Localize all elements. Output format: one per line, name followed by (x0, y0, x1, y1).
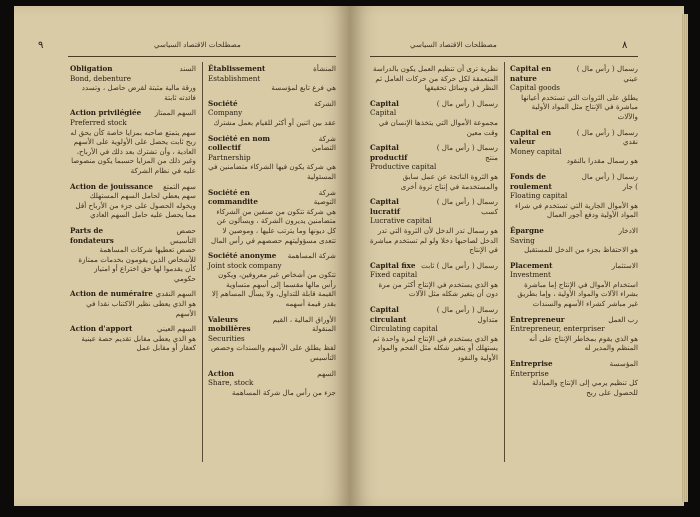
arabic-term: الأوراق المالية ، القيم المنقولة (272, 314, 336, 334)
right-column-1 (370, 64, 498, 369)
arabic-term: شركة التضامن (311, 133, 336, 153)
arabic-term: حصص التأسيس (170, 225, 196, 245)
right-column-divider (504, 62, 505, 462)
french-term: Capital en valeur (510, 127, 552, 147)
right-running-title: مصطلحات الاقتصاد السياسي (410, 40, 497, 49)
arabic-term: رسمال ( رأس مال ) متداول (436, 305, 498, 324)
glossary-entry (510, 64, 638, 122)
french-term: Obligation (70, 64, 113, 73)
open-book (14, 6, 688, 512)
arabic-term: الاستثمار (611, 260, 638, 270)
french-term: Capital (370, 98, 399, 108)
arabic-definition: جزء من رأس مال شركة المساهمة (231, 387, 336, 397)
french-term: Parts de fondateurs (70, 225, 114, 245)
glossary-entry (370, 305, 498, 363)
english-term: Capital (370, 108, 397, 118)
arabic-term: السهم (317, 368, 336, 378)
english-term: Productive capital (370, 162, 437, 172)
glossary-entry (510, 128, 638, 166)
arabic-term: السهم الممتاز (154, 108, 196, 118)
arabic-definition: هو الأموال الجارية التي تستخدم في شراء المواد الأولية ودفع أجور العمال (514, 200, 638, 220)
glossary-entry (370, 197, 498, 255)
french-term: Entrepreneur (510, 314, 565, 324)
french-term: Fonds de roulement (510, 171, 552, 191)
arabic-definition: سهم يتمتع صاحبه بمزايا خاصة كأن يحق له ربح ثابت يحصل على الأولوية على الأسهم العادية ، وأن تشترك بعد ذلك في الأرباح، وغير ذلك من المزايا حسبما يكون منصوصا عليه في نظام الشركة (70, 127, 196, 175)
left-header-rule (68, 56, 336, 57)
glossary-entry (208, 134, 336, 182)
glossary-entry (70, 226, 196, 284)
right-header-rule (370, 56, 638, 57)
glossary-entry (70, 324, 196, 353)
glossary-entry (208, 99, 336, 128)
arabic-definition: هو رسمال مقدرا بالنقود (566, 156, 638, 166)
english-term: Securities (208, 333, 245, 343)
english-term: Circulating capital (370, 324, 438, 334)
glossary-entry (510, 261, 638, 309)
english-term: Preferred stock (70, 117, 127, 127)
arabic-term: السهم النقدي (155, 289, 196, 299)
glossary-entry (70, 108, 196, 175)
glossary-entry (370, 99, 498, 137)
french-term: Action de jouissance (70, 181, 153, 191)
arabic-definition: استخدام الأموال في الإنتاج إما مباشرة بشراء الآلات والمواد الأولية ، وإما بطريق غير مباشر كشراء الأسهم والسندات (517, 279, 638, 309)
arabic-term: رسمال ( رأس مال ) ثابت (421, 260, 498, 270)
arabic-term: شركة المساهمة (287, 251, 336, 261)
english-term: Lucrative capital (370, 216, 432, 226)
arabic-term: رسمال ( رأس مال ) كسب (436, 197, 498, 216)
glossary-entry (510, 226, 638, 255)
arabic-term: شركة التوصية (313, 187, 336, 207)
arabic-term: السند (179, 64, 196, 73)
english-term: Joint stock company (208, 260, 282, 270)
glossary-entry (510, 172, 638, 220)
french-term: Épargne (510, 225, 544, 235)
arabic-term: رسمال ( رأس مال ) نقدي (576, 127, 638, 147)
arabic-definition: حصص تعطيها شركات المساهمة للأشخاص الذين يقومون بخدمات ممتازة كأن يقدموا لها حق اختراع أو امتياز حكومي (78, 245, 196, 283)
french-term: Action de numéraire (70, 289, 153, 299)
arabic-definition: نظرية ترى أن تنظيم العمل يكون بالدراسة المتعمقة لكل حركة من حركات العامل ثم النظر في وسائل تحقيقها (372, 64, 498, 93)
arabic-term: السهم العيني (157, 324, 196, 334)
french-term: Placement (510, 260, 553, 270)
arabic-definition: لفظ يطلق على الأسهم والسندات وحصص التأسيس (211, 343, 336, 363)
arabic-definition: عقد بين اثنين أو أكثر للقيام بعمل مشترك (213, 117, 336, 127)
arabic-term: رسمال ( رأس مال ) (436, 98, 498, 108)
english-term: Capital goods (510, 83, 560, 93)
arabic-definition: هو الذي يستخدم في الإنتاج لمرة واحدة ثم يستهلك أو يتغير شكله مثل الفحم والمواد الأولية والنقود (372, 333, 498, 363)
english-term: Bond, debenture (70, 73, 131, 83)
right-column-2 (510, 64, 638, 403)
arabic-term: رسمال ( رأس مال ) عيني (576, 64, 638, 83)
english-term: Enterprise (510, 368, 549, 378)
page-edges (682, 14, 688, 502)
english-term: Share, stock (208, 378, 254, 388)
french-term: Capital fixe (370, 260, 416, 270)
glossary-entry (510, 315, 638, 353)
arabic-term: رسمال ( رأس مال ) جار (581, 171, 638, 191)
english-term: Establishment (208, 73, 261, 83)
left-running-title: مصطلحات الاقتصاد السياسي (154, 40, 241, 49)
glossary-entry (510, 359, 638, 397)
arabic-definition: هو الذي يقوم بمخاطر الإنتاج على أنه المنظم والمدير له (529, 333, 638, 353)
left-page (14, 6, 350, 506)
arabic-term: سهم التمتع (163, 181, 196, 191)
french-term: Établissement (208, 64, 266, 73)
arabic-term: رسمال ( رأس مال ) منتج (436, 143, 498, 162)
glossary-entry (70, 182, 196, 220)
french-term: Société anonyme (208, 251, 277, 261)
right-page (350, 6, 684, 506)
glossary-entry (208, 188, 336, 246)
french-term: Action privilégiée (70, 108, 142, 118)
french-term: Entreprise (510, 359, 553, 369)
glossary-entry (370, 261, 498, 299)
french-term: Action d'apport (70, 324, 133, 334)
english-term: Investment (510, 270, 551, 280)
english-term: Saving (510, 235, 535, 245)
arabic-definition: هو الذي يعطى مقابل تقديم حصة عينية كعقار أو مقابل عمل (81, 333, 196, 353)
glossary-entry (70, 64, 196, 102)
arabic-term: الشركة (314, 98, 336, 108)
french-term: Action (208, 368, 235, 378)
arabic-definition: هي شركة يكون فيها الشركاء متضامنين في المسئولية (208, 162, 336, 181)
glossary-entry (208, 64, 336, 93)
arabic-definition: هي شركة تتكون من صنفين من الشركاء متضامنين يديرون الشركة ، ويسألون عن كل ديونها وما يترتب عليها ، وموصين لا تتعدى مسؤوليتهم حصصهم في رأس المال (211, 206, 336, 245)
arabic-definition: هو الذي يستخدم في الإنتاج أكثر من مرة دون أن يتغير شكله مثل الآلات (378, 279, 498, 299)
glossary-entry (370, 143, 498, 191)
glossary-entry (208, 369, 336, 398)
glossary-entry (70, 289, 196, 318)
english-term: Partnership (208, 152, 251, 162)
arabic-definition: هو الذي يعطى نظير الاكتتاب نقدا في الأسهم (86, 299, 196, 318)
left-column-1 (70, 64, 196, 359)
arabic-definition: مجموعة الأموال التي يتخذها الإنسان في وقت معين (378, 117, 498, 137)
french-term: Société en nom collectif (208, 133, 270, 153)
arabic-definition: كل تنظيم يرمي إلى الإنتاج والمبادلة للحصول على ربح (532, 378, 638, 397)
arabic-definition: هو الاحتفاظ بجزء من الدخل للمستقبل (524, 245, 638, 255)
arabic-definition: يطلق على الثروات التي تستخدم أعيانها مباشرة في الإنتاج مثل المواد الأولية والآلات (521, 92, 638, 121)
arabic-definition: هو رسمال تدر الدخل لأن الثروة التي تدر الدخل لصاحبها دخلا ولو لم تستخدم مباشرة في الإنتاج (370, 225, 498, 255)
arabic-definition: سهم يعطي لحامل السهم المستهلك ويخوله الحصول على جزء من الأرباح أقل مما يحصل عليه حامل السهم العادي (75, 191, 196, 220)
english-term: Company (208, 108, 243, 118)
english-term: Fixed capital (370, 270, 418, 280)
left-column-2 (208, 64, 336, 403)
arabic-definition: ورقة مالية مثبتة لقرض حاصل ، وتسدد فائدته ثابتة (81, 83, 196, 102)
glossary-entry (208, 251, 336, 309)
arabic-term: المنشأة (313, 64, 336, 73)
left-column-divider (202, 62, 203, 462)
french-term: Société (208, 98, 238, 108)
english-term: Money capital (510, 146, 562, 156)
english-term: Floating capital (510, 191, 568, 201)
glossary-entry (208, 315, 336, 363)
left-page-number: ٩ (38, 40, 44, 51)
arabic-definition: هي فرع تابع لمؤسسة (271, 83, 336, 93)
english-term: Entrepreneur, enterpriser (510, 324, 605, 334)
arabic-term: الادخار (618, 225, 638, 235)
right-page-number: ٨ (622, 40, 628, 51)
french-term: Capital lucratif (370, 197, 400, 216)
glossary-entry (370, 64, 498, 93)
arabic-term: رب العمل (608, 314, 638, 324)
arabic-definition: هو الثروة الناتجة عن عمل سابق والمستخدمة في إنتاج ثروة أخرى (400, 171, 498, 191)
arabic-term: المؤسسة (609, 359, 638, 369)
french-term: Capital productif (370, 143, 408, 162)
french-term: Valeurs mobilières (208, 314, 251, 334)
french-term: Société en commandite (208, 187, 258, 207)
french-term: Capital circulant (370, 305, 407, 324)
arabic-definition: تتكون من أشخاص غير معروفين، ويكون رأس مالها مقسما إلى أسهم متساوية القيمة قابلة للتداول، ولا يسأل المساهم إلا بقدر قيمة أسهمه (211, 270, 336, 309)
french-term: Capital en nature (510, 64, 552, 83)
